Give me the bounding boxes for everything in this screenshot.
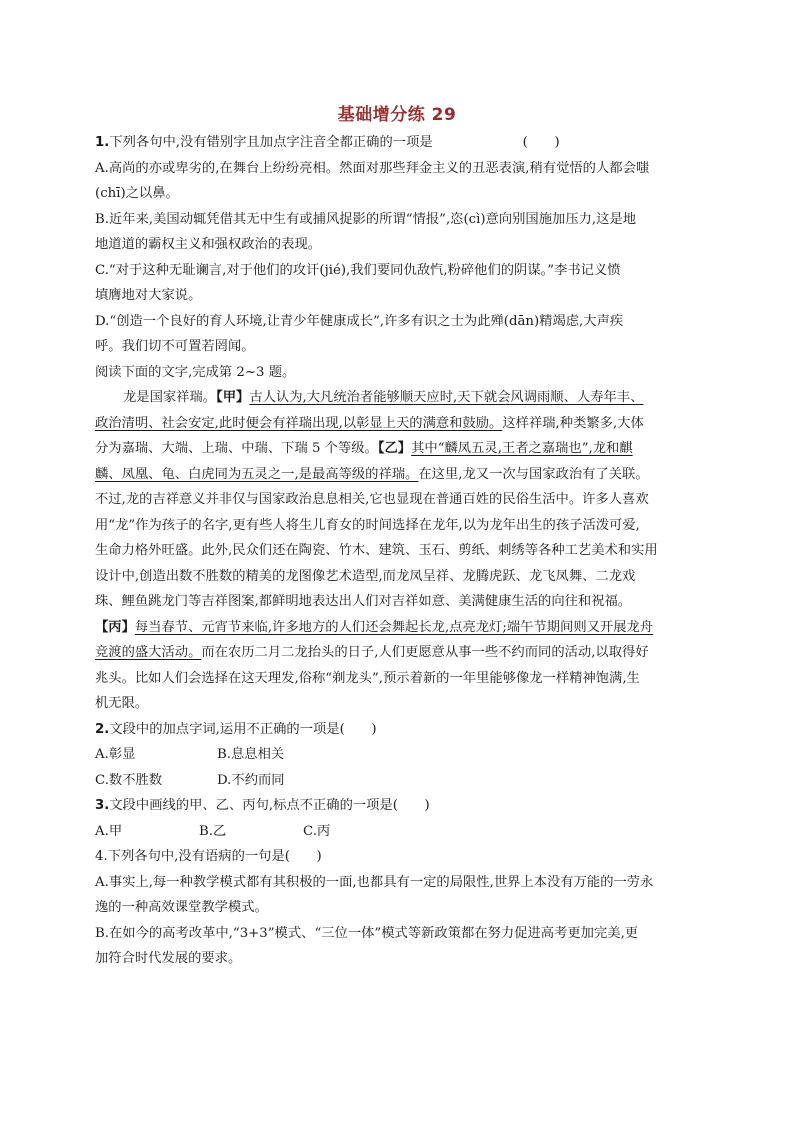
passage-line-8: 设计中,创造出数不胜数的精美的龙图像艺术造型,而龙凤呈祥、龙腾虎跃、龙飞凤舞、二龙戏 bbox=[95, 568, 636, 584]
reading-intro: 阅读下面的文字,完成第 2~3 题。 bbox=[95, 364, 296, 380]
q2-option-c: C.数不胜数 bbox=[95, 772, 163, 788]
q1-option-d-line2: 呼。我们切不可置若罔闻。 bbox=[95, 339, 255, 354]
passage-line-6: 用“龙”作为孩子的名字,更有些人将生儿育女的时间选择在龙年,以为龙年出生的孩子活泼可爱, bbox=[95, 517, 640, 533]
sentence-bing-part1: 每当春节、元宵节来临,许多地方的人们还会舞起长龙,点亮龙灯;端午节期间则又开展龙舟 bbox=[134, 619, 654, 635]
passage-line-11 bbox=[95, 640, 697, 666]
sentence-yi-part1: 其中“麟凤五灵,王者之嘉瑞也”,龙和麒 bbox=[411, 441, 633, 456]
q3-stem-line bbox=[95, 793, 697, 819]
q2-options-row-1 bbox=[95, 742, 697, 768]
document-content bbox=[95, 130, 697, 972]
passage-line-1 bbox=[95, 385, 697, 411]
passage-line-4 bbox=[95, 462, 697, 488]
passage-opening: 龙是国家祥瑞。 bbox=[123, 390, 217, 405]
passage-after-jia: 这样祥瑞,种类繁多,大体 bbox=[502, 415, 644, 431]
mark-bing: 【丙】 bbox=[95, 619, 135, 635]
sentence-yi-part2: 麟、凤凰、龟、白虎同为五灵之一,是最高等级的祥瑞。 bbox=[95, 466, 419, 482]
mark-yi: 【乙】 bbox=[377, 441, 412, 456]
q4-option-b-line2: 加符合时代发展的要求。 bbox=[95, 951, 242, 966]
q2-stem: 文段中的加点字词,运用不正确的一项是( ) bbox=[109, 721, 377, 737]
sentence-bing-part2: 竞渡的盛大活动。 bbox=[95, 645, 202, 660]
q4-number: 4. bbox=[95, 849, 108, 864]
q1-stem-line bbox=[95, 130, 697, 156]
q3-options-row bbox=[95, 819, 697, 845]
mark-jia: 【甲】 bbox=[216, 390, 250, 405]
passage-levels: 分为嘉瑞、大端、上瑞、中瑞、下瑞 5 个等级。 bbox=[95, 441, 378, 456]
q3-option-b: B.乙 bbox=[199, 823, 227, 839]
passage-line-7: 生命力格外旺盛。此外,民众们还在陶瓷、竹木、建筑、玉石、剪纸、刺绣等各种工艺美术和实用 bbox=[95, 543, 658, 558]
sentence-jia-part2: 政治清明、社会安定,此时便会有祥瑞出现,以彰显上天的满意和鼓励。 bbox=[95, 415, 503, 431]
passage-line-12: 兆头。比如人们会选择在这天理发,俗称“剃龙头”,预示着新的一年里能够像龙一样精神饱满,生 bbox=[95, 670, 640, 686]
passage-after-bing: 而在农历二月二龙抬头的日子,人们更愿意从事一些不约而同的活动,以取得好 bbox=[201, 645, 649, 660]
sentence-jia-part1: 古人认为,大凡统治者能够顺天应时,天下就会风调雨顺、人寿年丰、 bbox=[249, 390, 644, 405]
q3-number: 3. bbox=[95, 798, 110, 813]
q1-stem: 下列各句中,没有错别字且加点字注音全都正确的一项是 bbox=[109, 135, 433, 150]
page-title: 基础增分练 29 bbox=[337, 105, 457, 125]
q1-option-a-line2: (chī)之以鼻。 bbox=[95, 186, 179, 201]
q1-number: 1. bbox=[95, 135, 110, 150]
q4-stem: 下列各句中,没有语病的一句是( ) bbox=[107, 849, 322, 864]
q4-option-a-line1: A.事实上,每一种教学模式都有其积极的一面,也都具有一定的局限性,世界上本没有万能的一劳永 bbox=[95, 874, 654, 890]
q1-option-c-line2: 填膺地对大家说。 bbox=[95, 288, 202, 303]
q4-stem-line bbox=[95, 844, 697, 870]
q4-option-a-line2: 逸的一种高效课堂教学模式。 bbox=[95, 900, 268, 915]
q1-option-a-line1: A.高尚的亦或卑劣的,在舞台上纷纷亮相。然面对那些拜金主义的丑恶表演,稍有觉悟的人都会嗤 bbox=[95, 160, 650, 176]
passage-line-13: 机无限。 bbox=[95, 696, 149, 711]
q2-stem-line bbox=[95, 717, 697, 743]
q2-options-row-2 bbox=[95, 768, 697, 794]
passage-line-9: 珠、鲤鱼跳龙门等吉祥图案,都鲜明地表达出人们对吉祥如意、美满健康生活的向往和祝福。 bbox=[95, 594, 632, 609]
passage-line-3 bbox=[95, 436, 697, 462]
q2-option-d: D.不约而同 bbox=[217, 772, 285, 788]
q1-answer-paren: ( ) bbox=[522, 135, 560, 150]
q1-option-b-line1: B.近年来,美国动辄凭借其无中生有或捕风捉影的所谓“情报”,恣(cì)意向别国施加压力,这是地 bbox=[95, 211, 637, 227]
q3-option-c: C.丙 bbox=[303, 823, 331, 839]
q2-option-b: B.息息相关 bbox=[217, 747, 285, 762]
q2-number: 2. bbox=[95, 721, 110, 737]
passage-line-10 bbox=[95, 615, 697, 641]
passage-after-yi: 在这里,龙又一次与国家政治有了关联。 bbox=[418, 466, 649, 482]
passage-line-2 bbox=[95, 411, 697, 437]
q3-stem: 文段中画线的甲、乙、丙句,标点不正确的一项是( ) bbox=[109, 798, 430, 813]
q4-option-b-line1: B.在如今的高考改革中,“3+3”模式、“三位一体”模式等新政策都在努力促进高考更加完美,更 bbox=[95, 925, 639, 941]
q2-option-a: A.彰显 bbox=[95, 747, 136, 762]
q1-option-b-line2: 地道道的霸权主义和强权政治的表现。 bbox=[95, 237, 322, 252]
passage-line-5: 不过,龙的吉祥意义并非仅与国家政治息息相关,它也显现在普通百姓的民俗生活中。许多人喜欢 bbox=[95, 492, 649, 507]
q3-option-a: A.甲 bbox=[95, 823, 123, 839]
q1-option-c-line1: C.“对于这种无耻谰言,对于他们的攻讦(jié),我们要同仇敌忾,粉碎他们的阴谋。”李书记义愤 bbox=[95, 262, 621, 278]
q1-option-d-line1: D.“创造一个良好的育人环境,让青少年健康成长”,许多有识之士为此殚(dān)精竭虑,大声疾 bbox=[95, 313, 624, 329]
